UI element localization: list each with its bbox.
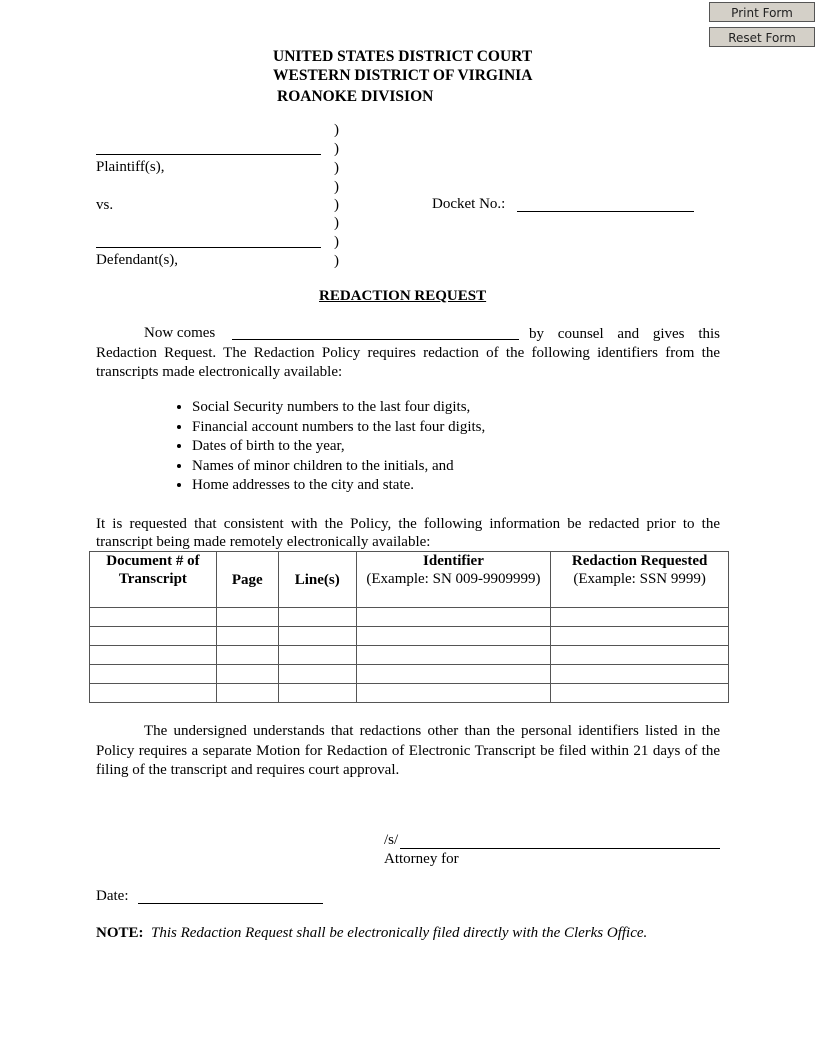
- request-text: It is requested that consistent with the Policy, the following information be redacted prior to the transcript being made remotely electronically available:: [96, 516, 720, 550]
- defendant-field[interactable]: [96, 247, 321, 248]
- list-item: • Home addresses to the city and state.: [192, 476, 485, 496]
- table-cell[interactable]: [278, 646, 356, 665]
- header-lines: Line(s): [278, 552, 356, 608]
- paren: ): [334, 253, 339, 269]
- table-cell[interactable]: [551, 665, 729, 684]
- table-cell[interactable]: [216, 684, 278, 703]
- list-item: • Names of minor children to the initials, and: [192, 457, 485, 477]
- vs-label: vs.: [96, 197, 114, 213]
- header-document: Document # of Transcript: [90, 552, 217, 608]
- signature-prefix: /s/: [384, 832, 399, 848]
- docket-field[interactable]: [517, 211, 694, 212]
- table-cell[interactable]: [278, 665, 356, 684]
- table-cell[interactable]: [356, 608, 551, 627]
- list-item: • Social Security numbers to the last four digits,: [192, 398, 485, 418]
- plaintiff-field[interactable]: [96, 154, 321, 155]
- table-row: [90, 665, 729, 684]
- table-cell[interactable]: [216, 627, 278, 646]
- identifier-list: [150, 398, 485, 496]
- division-name: ROANOKE DIVISION: [277, 88, 434, 105]
- table-cell[interactable]: [278, 684, 356, 703]
- list-item: • Dates of birth to the year,: [192, 437, 485, 457]
- table-cell[interactable]: [216, 665, 278, 684]
- paren: ): [334, 141, 339, 157]
- attorney-for-label: Attorney for: [384, 851, 459, 867]
- table-row: [90, 684, 729, 703]
- table-cell[interactable]: [90, 627, 217, 646]
- intro-text: by counsel and gives this Redaction Request. The Redaction Policy requires redaction of the following identifiers from the transcripts made electronically available:: [96, 326, 720, 380]
- header-identifier: Identifier (Example: SN 009-9909999): [356, 552, 551, 608]
- table-cell[interactable]: [356, 646, 551, 665]
- table-header-row: [90, 552, 729, 608]
- table-row: [90, 646, 729, 665]
- district-name: WESTERN DISTRICT OF VIRGINIA: [273, 67, 533, 84]
- table-cell[interactable]: [551, 608, 729, 627]
- table-cell[interactable]: [216, 608, 278, 627]
- paren: ): [334, 160, 339, 176]
- note-label: NOTE:: [96, 925, 144, 941]
- table-cell[interactable]: [356, 627, 551, 646]
- table-cell[interactable]: [356, 665, 551, 684]
- document-title: REDACTION REQUEST: [319, 288, 487, 304]
- print-form-button[interactable]: Print Form: [709, 2, 815, 22]
- table-cell[interactable]: [278, 627, 356, 646]
- date-field[interactable]: [138, 903, 323, 904]
- note: [96, 925, 647, 942]
- list-item: • Financial account numbers to the last four digits,: [192, 418, 485, 438]
- table-cell[interactable]: [551, 627, 729, 646]
- table-cell[interactable]: [278, 608, 356, 627]
- paren: ): [334, 197, 339, 213]
- paren: ): [334, 215, 339, 231]
- now-comes-text: Now comes: [144, 325, 216, 341]
- paren: ): [334, 179, 339, 195]
- table-cell[interactable]: [90, 608, 217, 627]
- docket-label: Docket No.:: [432, 196, 506, 212]
- table-cell[interactable]: [356, 684, 551, 703]
- paren: ): [334, 234, 339, 250]
- note-text: This Redaction Request shall be electronically filed directly with the Clerks Office.: [151, 925, 648, 941]
- table-cell[interactable]: [90, 665, 217, 684]
- table-cell[interactable]: [551, 684, 729, 703]
- table-cell[interactable]: [216, 646, 278, 665]
- table-cell[interactable]: [90, 684, 217, 703]
- redaction-table: [89, 551, 729, 703]
- court-name: UNITED STATES DISTRICT COURT: [273, 48, 533, 65]
- table-cell[interactable]: [551, 646, 729, 665]
- table-row: [90, 627, 729, 646]
- reset-form-button[interactable]: Reset Form: [709, 27, 815, 47]
- header-redaction: Redaction Requested (Example: SSN 9999): [551, 552, 729, 608]
- date-label: Date:: [96, 888, 129, 904]
- table-row: [90, 608, 729, 627]
- table-cell[interactable]: [90, 646, 217, 665]
- signature-field[interactable]: [400, 848, 720, 849]
- plaintiff-label: Plaintiff(s),: [96, 159, 165, 175]
- header-page: Page: [216, 552, 278, 608]
- understands-text: The undersigned understands that redactions other than the personal identifiers listed in the Policy requires a separate Motion for Redaction of Electronic Transcript be filed within 21 days of the filing of the transcript and requires court approval.: [96, 723, 720, 778]
- paren: ): [334, 122, 339, 138]
- defendant-label: Defendant(s),: [96, 252, 179, 268]
